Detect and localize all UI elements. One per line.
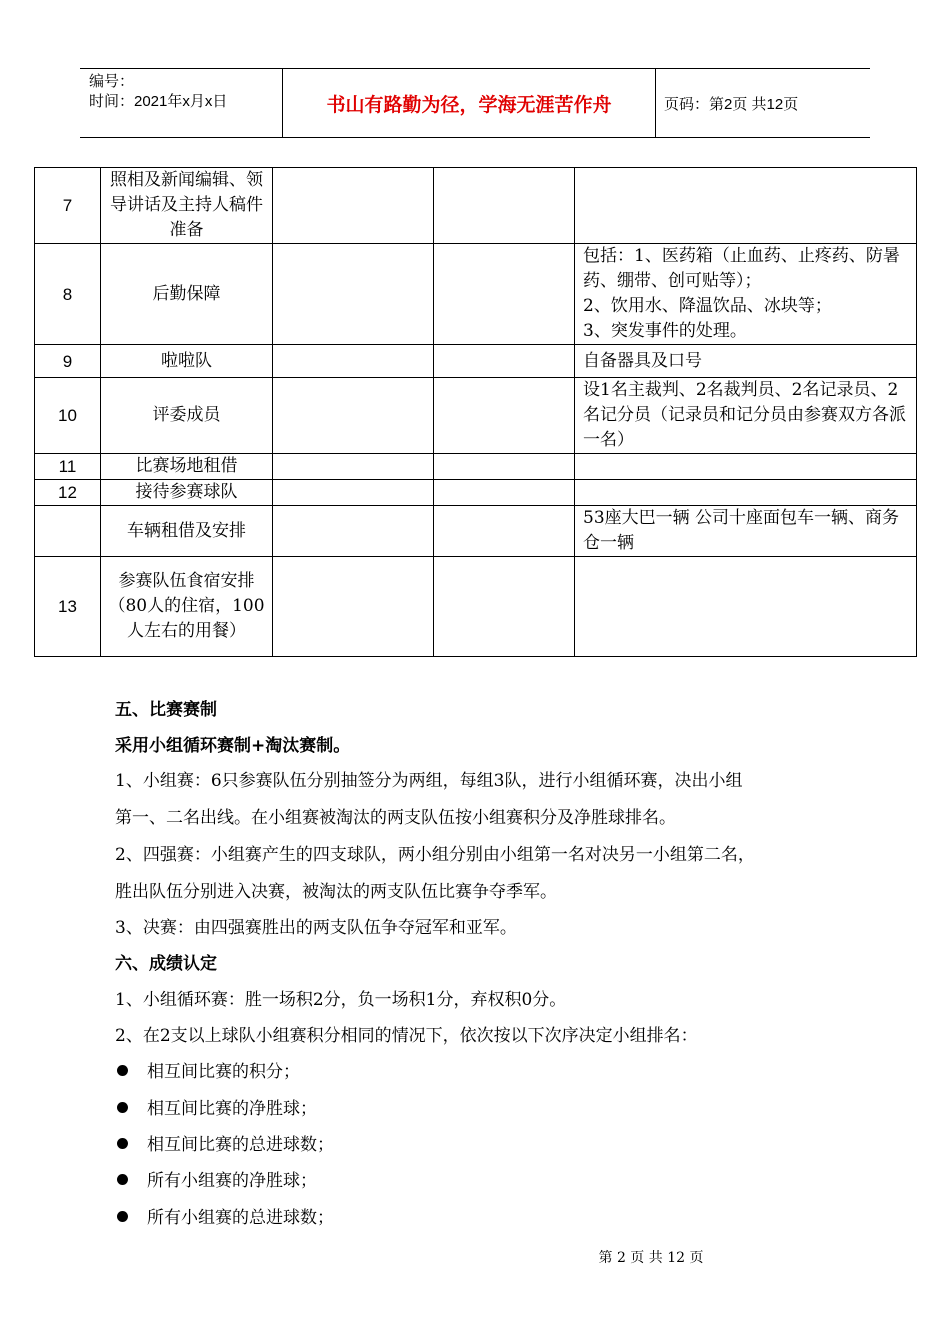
row-empty-cell bbox=[434, 378, 575, 454]
row-number: 9 bbox=[35, 345, 101, 378]
row-note bbox=[575, 168, 917, 244]
task-table bbox=[34, 167, 917, 657]
row-empty-cell bbox=[434, 345, 575, 378]
section-title-format: 五、比赛赛制 bbox=[115, 700, 217, 720]
list-item-text: 相互间比赛的积分； bbox=[147, 1062, 300, 1082]
row-empty-cell bbox=[273, 506, 434, 557]
row-number: 13 bbox=[35, 557, 101, 657]
list-item-text: 相互间比赛的总进球数； bbox=[147, 1135, 334, 1155]
row-number: 12 bbox=[35, 480, 101, 506]
list-item-text: 所有小组赛的总进球数； bbox=[147, 1208, 334, 1228]
list-item bbox=[115, 1130, 334, 1155]
row-empty-cell bbox=[273, 168, 434, 244]
row-note: 设1名主裁判、2名裁判员、2名记录员、2名记分员（记录员和记分员由参赛双方各派一名） bbox=[575, 378, 917, 454]
header-page-info: 页码：第2页 共12页 bbox=[664, 95, 799, 113]
row-empty-cell bbox=[273, 378, 434, 454]
section-subtitle-format: 采用小组循环赛制+淘汰赛制。 bbox=[115, 736, 351, 756]
table-row bbox=[35, 345, 917, 378]
section-title-scoring: 六、成绩认定 bbox=[115, 954, 217, 974]
row-empty-cell bbox=[273, 454, 434, 480]
row-empty-cell bbox=[273, 345, 434, 378]
row-note bbox=[575, 454, 917, 480]
time-label: 时间：2021年x月x日 bbox=[89, 93, 228, 110]
paragraph: 胜出队伍分别进入决赛，被淘汰的两支队伍比赛争夺季军。 bbox=[115, 882, 557, 902]
row-empty-cell bbox=[273, 244, 434, 345]
table-row bbox=[35, 557, 917, 657]
row-note bbox=[575, 557, 917, 657]
row-number bbox=[35, 506, 101, 557]
row-item: 参赛队伍食宿安排（80人的住宿，100人左右的用餐） bbox=[101, 557, 273, 657]
table-row bbox=[35, 506, 917, 557]
row-empty-cell bbox=[434, 454, 575, 480]
paragraph: 1、小组赛：6只参赛队伍分别抽签分为两组，每组3队，进行小组循环赛，决出小组 bbox=[115, 771, 743, 791]
paragraph: 第一、二名出线。在小组赛被淘汰的两支队伍按小组赛积分及净胜球排名。 bbox=[115, 808, 676, 828]
paragraph: 3、决赛：由四强赛胜出的两支队伍争夺冠军和亚军。 bbox=[115, 918, 517, 938]
paragraph: 2、四强赛：小组赛产生的四支球队，两小组分别由小组第一名对决另一小组第二名， bbox=[115, 845, 755, 865]
list-item bbox=[115, 1203, 334, 1228]
row-number: 8 bbox=[35, 244, 101, 345]
page-footer bbox=[0, 1247, 950, 1267]
bullet-icon bbox=[117, 1211, 128, 1222]
paragraph: 1、小组循环赛：胜一场积2分，负一场积1分，弃权积0分。 bbox=[115, 990, 567, 1010]
row-empty-cell bbox=[434, 506, 575, 557]
row-number: 11 bbox=[35, 454, 101, 480]
table-row bbox=[35, 454, 917, 480]
row-number: 7 bbox=[35, 168, 101, 244]
list-item bbox=[115, 1166, 317, 1191]
row-item: 比赛场地租借 bbox=[101, 454, 273, 480]
row-note: 53座大巴一辆 公司十座面包车一辆、商务仓一辆 bbox=[575, 506, 917, 557]
code-label: 编号： bbox=[89, 73, 135, 90]
row-item: 接待参赛球队 bbox=[101, 480, 273, 506]
row-item: 评委成员 bbox=[101, 378, 273, 454]
list-item-text: 所有小组赛的净胜球； bbox=[147, 1171, 317, 1191]
table-row bbox=[35, 378, 917, 454]
row-item: 车辆租借及安排 bbox=[101, 506, 273, 557]
row-item: 后勤保障 bbox=[101, 244, 273, 345]
row-empty-cell bbox=[273, 480, 434, 506]
row-note: 包括：1、医药箱（止血药、止疼药、防暑药、绷带、创可贴等）； 2、饮用水、降温饮品、冰块等； 3、突发事件的处理。 bbox=[575, 244, 917, 345]
list-item bbox=[115, 1057, 300, 1082]
table-row bbox=[35, 480, 917, 506]
list-item-text: 相互间比赛的净胜球； bbox=[147, 1099, 317, 1119]
row-item: 照相及新闻编辑、领导讲话及主持人稿件准备 bbox=[101, 168, 273, 244]
table-row bbox=[35, 244, 917, 345]
header-meta bbox=[80, 69, 282, 137]
page-header bbox=[80, 68, 870, 138]
row-number: 10 bbox=[35, 378, 101, 454]
header-motto: 书山有路勤为径，学海无涯苦作舟 bbox=[282, 69, 656, 137]
row-empty-cell bbox=[434, 168, 575, 244]
row-item: 啦啦队 bbox=[101, 345, 273, 378]
paragraph: 2、在2支以上球队小组赛积分相同的情况下，依次按以下次序决定小组排名： bbox=[115, 1026, 698, 1046]
list-item bbox=[115, 1094, 317, 1119]
row-empty-cell bbox=[434, 480, 575, 506]
table-row bbox=[35, 168, 917, 244]
bullet-icon bbox=[117, 1065, 128, 1076]
bullet-icon bbox=[117, 1174, 128, 1185]
row-empty-cell bbox=[434, 557, 575, 657]
bullet-icon bbox=[117, 1102, 128, 1113]
row-note: 自备器具及口号 bbox=[575, 345, 917, 378]
footer-page-number: 第 2 页 共 12 页 bbox=[598, 1250, 704, 1266]
bullet-icon bbox=[117, 1138, 128, 1149]
row-empty-cell bbox=[273, 557, 434, 657]
row-note bbox=[575, 480, 917, 506]
row-empty-cell bbox=[434, 244, 575, 345]
